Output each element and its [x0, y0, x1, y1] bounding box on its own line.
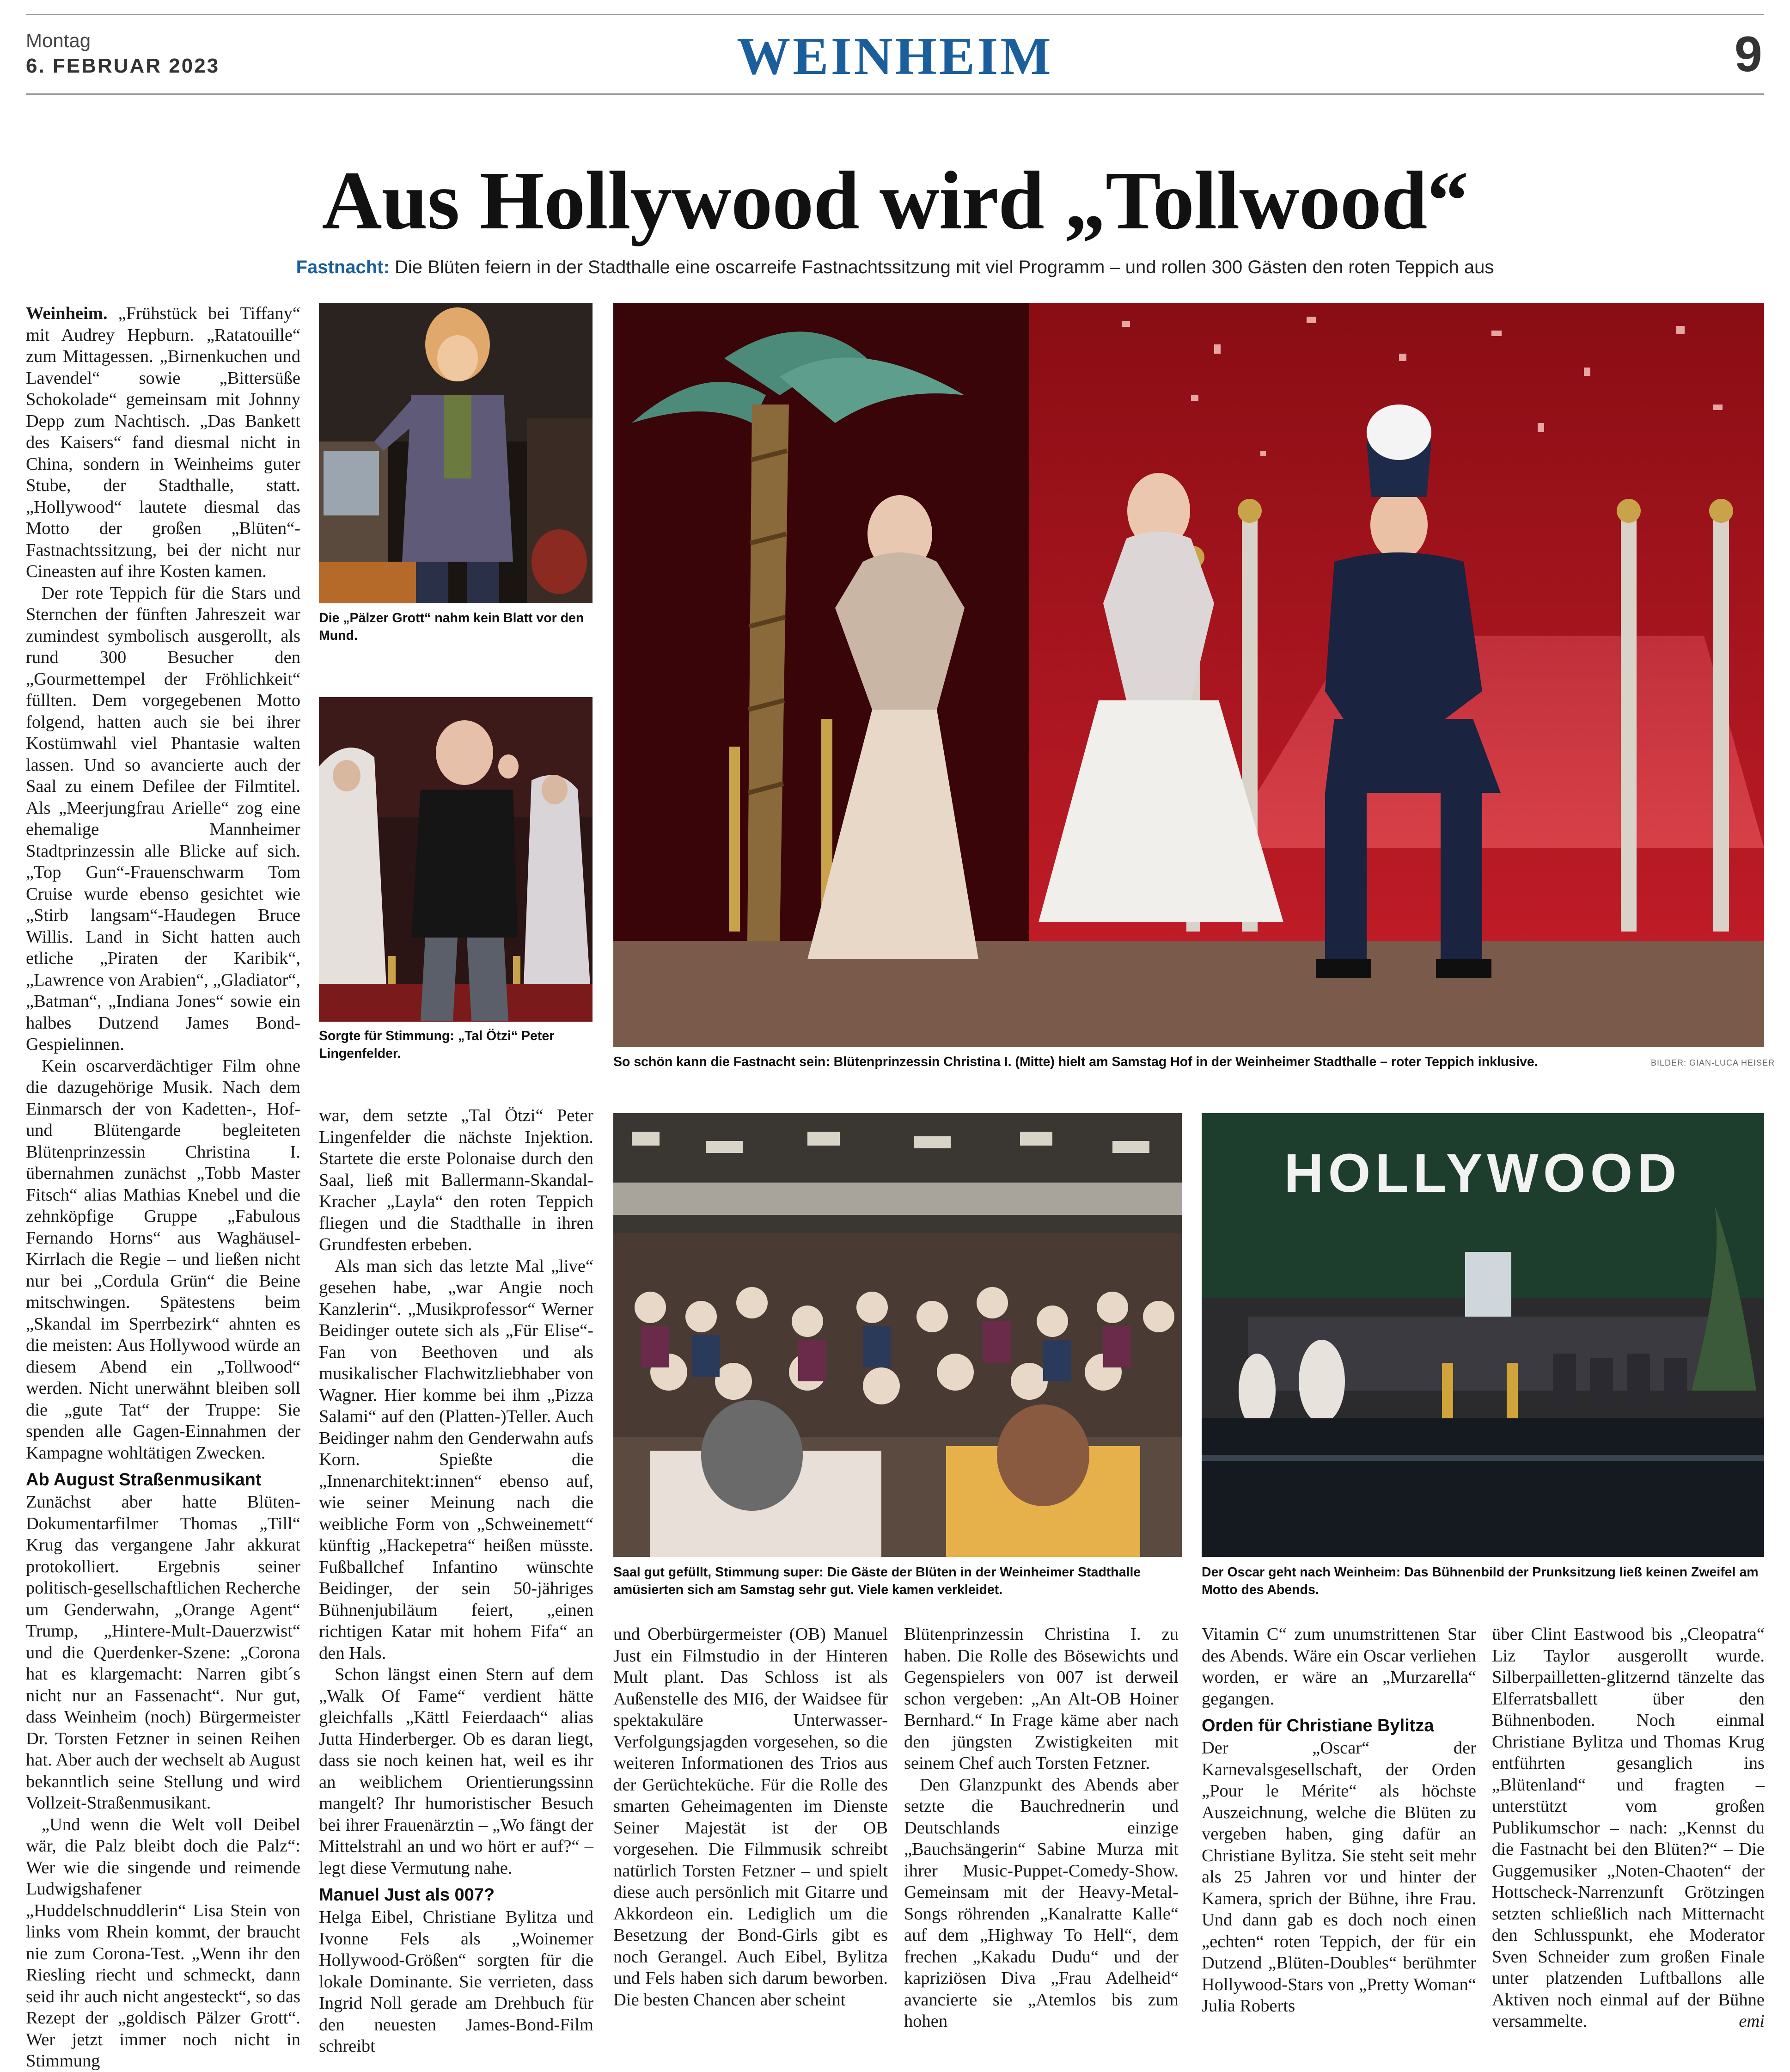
caption-main-royals: So schön kann die Fastnacht sein: Blütenprinzessin Christina I. (Mitte) hielt am Samstag Hof in der Weinheimer Stadthalle – roter Teppich inklusive. — [613, 1054, 1538, 1069]
headline: Aus Hollywood wird „Tollwood“ — [322, 154, 1468, 246]
article-paragraph: Zunächst aber hatte Blüten-Dokumentarfilmer Thomas „Till“ Krug das vergangene Jahr akkurat protokolliert. Ergebnis seiner politisch-gesellschaftlichen Recherche um Genderwahn, „Orange Agent“ Trump, „Hintere-Mult-Dauerzwist“ und die Querdenker-Szene: „Corona hat es klargemacht: Narren gibt´s nicht nur an Fassenacht“. Nur gut, dass Weinheim (noch) Bürgermeister Dr. Torsten Fetzner in seinen Reihen hat. Aber auch der wechselt ab August bekanntlich seine Stellung und wird Vollzeit-Straßenmusikant. — [26, 1492, 300, 1813]
top-rule — [26, 14, 1764, 15]
photo-paelzer-grott — [319, 303, 593, 603]
header-rule — [26, 93, 1764, 95]
page-number: 9 — [1734, 26, 1762, 82]
article-column-6 — [1492, 1624, 1765, 2032]
article-paragraph: Kein oscarverdächtiger Film ohne die dazugehörige Musik. Nach dem Einmarsch der von Kadetten-, Hof- und Blütengarde begleiteten Blütenprinzessin Christina I. übernahmen zunächst „Tobb Master Fitsch“ alias Mathias Knebel und die zehnköpfige Gruppe „Fabulous Fernando Horns“ aus Waghäusel-Kirrlach die Regie – und ließen nicht nur bei „Cordula Grün“ die Beine mitschwingen. Spätestens beim „Skandal im Sperrbezirk“ ahnten es die meisten: Aus Hollywood würde an diesem Abend ein „Tollwood“ werden. Nicht unerwähnt bleiben soll die „gute Tat“ der Truppe: Sie spenden alle Gagen-Einnahmen der Kampagne wohltätigen Zwecken. — [26, 1056, 300, 1463]
photo-audience-hall — [613, 1113, 1182, 1557]
dateline: Weinheim. — [26, 304, 108, 323]
article-paragraph: Helga Eibel, Christiane Bylitza und Ivonne Fels als „Woinemer Hollywood-Größen“ sorgten für die lokale Dominante. Sie verrieten, dass Ingrid Noll gerade am Drehbuch für den neuesten James-Bond-Film schreibt — [319, 1907, 593, 2056]
photo-main-royals — [613, 303, 1764, 1047]
article-paragraph: „Frühstück bei Tiffany“ mit Audrey Hepburn. „Ratatouille“ zum Mittagessen. „Birnenkuchen und Lavendel“ sowie „Bittersüße Schokolade“ gemeinsam mit Johnny Depp zum Nachtisch. „Das Bankett des Kaisers“ fand diesmal nicht in China, sondern in Weinheims guter Stube, der Stadthalle, statt. „Hollywood“ lautete diesmal das Motto der großen „Blüten“-Fastnachtssitzung, bei der nicht nur Cineasten auf ihre Kosten kamen. — [26, 304, 300, 581]
article-paragraph: Vitamin C“ zum unumstrittenen Star des Abends. Wäre ein Oscar verliehen worden, er wäre an „Murzarella“ gegangen. — [1202, 1624, 1476, 1709]
article-paragraph: Schon längst einen Stern auf dem „Walk Of Fame“ verdient hätte gleichfalls „Kättl Feierdaach“ alias Jutta Hinderberger. Ob es daran liegt, dass sie noch keinen hat, weil es ihr an weiblichem Orientierungssinn mangelt? Ihr humoristischer Besuch bei ihrer Frauenärztin – „Wo fängt der Mittelstrahl an und wo hört er auf?“ – legt diese Vermutung nahe. — [319, 1665, 593, 1878]
article-column-3 — [613, 1624, 888, 2011]
article-paragraph: Blütenprinzessin Christina I. zu haben. Die Rolle des Bösewichts und Gegenspielers von 007 ist derweil schon vergeben: „An Alt-OB Hoiner Bernhard.“ In Frage käme aber nach den jüngsten Zwistigkeiten mit seinem Chef auch Torsten Fetzner. — [904, 1624, 1179, 1773]
issue-date: 6. FEBRUAR 2023 — [26, 55, 220, 77]
article-paragraph: Der rote Teppich für die Stars und Sternchen der fünften Jahreszeit war zumindest symbolisch ausgerollt, als rund 300 Besucher den „Gourmettempel der Fröhlichkeit“ füllten. Dem vorgegebenen Motto folgend, hatten auch sie bei ihrer Kostümwahl viel Phantasie walten lassen. Und so avancierte auch der Saal zu einem Defilee der Filmtitel. Als „Meerjungfrau Arielle“ zog eine ehemalige Mannheimer Stadtprinzessin alle Blicke auf sich. „Top Gun“-Frauenschwarm Tom Cruise wurde ebenso gesichtet wie „Stirb langsam“-Haudegen Bruce Willis. Land in Sicht hatten auch etliche „Piraten der Karibik“, „Lawrence von Arabien“, „Gladiator“, „Batman“, „Indiana Jones“ sowie ein halbes Dutzend James Bond-Gespielinnen. — [26, 583, 300, 1054]
article-paragraph: war, dem setzte „Tal Ötzi“ Peter Lingenfelder die nächste Injektion. Startete die erste Polonaise durch den Saal, ließ mit Ballermann-Skandal-Kracher „Layla“ den roten Teppich fliegen und die Stadthalle in ihren Grundfesten erbeben. — [319, 1106, 593, 1254]
subheadline-text: Die Blüten feiern in der Stadthalle eine oscarreife Fastnachtssitzung mit viel Programm – und rollen 300 Gästen den roten Teppich aus — [395, 257, 1494, 277]
article-subheading: Manuel Just als 007? — [319, 1885, 495, 1905]
issue-day: Montag — [26, 30, 91, 51]
photo-tal-oetzi — [319, 697, 593, 1022]
subheadline-kicker: Fastnacht: — [296, 257, 390, 277]
article-paragraph: Als man sich das letzte Mal „live“ gesehen habe, „war Angie noch Kanzlerin“. „Musikprofessor“ Werner Beidinger outete sich als „Für Elise“-Fan von Beethoven und als musikalischer Flachwitzliebhaber von Wagner. Hier komme bei ihm „Pizza Salami“ auf den (Platten-)Teller. Auch Beidinger nahm den Genderwahn aufs Korn. Spießte die „Innenarchitekt:innen“ ebenso auf, wie seiner Meinung nach die weibliche Form von „Schweinemett“ künftig „Hackepetra“ heißen müsste. Fußballchef Infantino wünschte Beidinger, der sein 50-jähriges Bühnenjubiläum feiert, „einen richtigen Katar mit hohem Fifa“ an den Hals. — [319, 1256, 593, 1663]
author-signature: emi — [1739, 2011, 1765, 2031]
article-paragraph: Der „Oscar“ der Karnevalsgesellschaft, der Orden „Pour le Mérite“ als höchste Auszeichnung, welche die Blüten zu vergeben haben, ging dafür an Christiane Bylitza. Sie steht seit mehr als 25 Jahren vor und hinter der Kamera, sprich der Bühne, ihre Frau. Und dann gab es doch noch einen „echten“ roten Teppich, der für ein Dutzend „Blüten-Doubles“ berühmter Hollywood-Stars von „Pretty Woman“ Julia Roberts — [1202, 1738, 1476, 2016]
section-title: WEINHEIM — [737, 27, 1053, 86]
article-paragraph: über Clint Eastwood bis „Cleopatra“ Liz Taylor ausgerollt wurde. Silberpailletten-glitzernd tänzelte das Elferratsballett über den Bühnenboden. Noch einmal Christiane Bylitza und Thomas Krug entführten gesanglich ins „Blütenland“ und fragten – unterstützt vom großen Publikumschor – nach: „Kennst du die Fastnacht bei den Blüten?“ – Die Guggemusiker „Noten-Chaoten“ der Hottscheck-Narrenzunft Grötzingen setzten schließlich nach Mitternacht den Schlusspunkt, ehe Moderator Sven Schneider zum großen Finale unter platzenden Luftballons alle Aktiven noch einmal auf der Bühne versammelte. — [1492, 1624, 1765, 2031]
hollywood-sign: HOLLYWOOD — [1284, 1143, 1681, 1204]
article-paragraph: und Oberbürgermeister (OB) Manuel Just ein Filmstudio in der Hinteren Mult plant. Das Schloss ist als Außenstelle des MI6, der Waidsee für spektakuläre Unterwasser-Verfolgungsjagden vorgesehen, so die weiteren Informationen des Trios aus der Gerüchteküche. Für die Rolle des smarten Geheimagenten im Dienste Seiner Majestät ist der OB vorgesehen. Die Filmmusik schreibt natürlich Torsten Fetzner – und spielt diese auch persönlich mit Gitarre und Akkordeon ein. Lediglich um die Besetzung der Bond-Girls gibt es noch Gerangel. Auch Eibel, Bylitza und Fels haben sich darum beworben. Die besten Chancen aber scheint — [613, 1624, 888, 2010]
article-subheading: Orden für Christiane Bylitza — [1202, 1716, 1434, 1735]
subheadline — [0, 257, 1790, 278]
caption-hollywood-stage: Der Oscar geht nach Weinheim: Das Bühnenbild der Prunksitzung ließ keinen Zweifel am Motto des Abends. — [1202, 1565, 1759, 1597]
caption-paelzer-grott: Die „Pälzer Grott“ nahm kein Blatt vor den Mund. — [319, 611, 584, 643]
photo-hollywood-stage — [1202, 1113, 1764, 1557]
article-paragraph: Den Glanzpunkt des Abends aber setzte die Bauchrednerin und Deutschlands einzige „Bauchsängerin“ Sabine Murza mit ihrer Music-Puppet-Comedy-Show. Gemeinsam mit der Heavy-Metal-Songs röhrenden „Kanalratte Kalle“ auf dem „Highway To Hell“, dem frechen „Kakadu Dudu“ und der kapriziösen Diva „Frau Adelheid“ avancierte sie „Atemlos bis zum hohen — [904, 1775, 1179, 2031]
caption-audience-hall: Saal gut gefüllt, Stimmung super: Die Gäste der Blüten in der Weinheimer Stadthalle amüsierten sich am Samstag sehr gut. Viele kamen verkleidet. — [613, 1565, 1141, 1597]
article-subheading: Ab August Straßenmusikant — [26, 1470, 262, 1490]
article-paragraph: „Und wenn die Welt voll Deibel wär, die Palz bleibt doch die Palz“: Wer wie die singende und reimende Ludwigshafener „Huddelschnuddlerin“ Lisa Stein von links vom Rhein kommt, der braucht nie zum Corona-Test. „Wenn ihr den Riesling riecht und schmeckt, dann seid ihr auch nicht angesteckt“, so das Rezept der „goldisch Pälzer Grott“. Wer jetzt immer noch nicht in Stimmung — [26, 1815, 300, 2071]
article-column-4 — [904, 1624, 1179, 2032]
article-column-5 — [1202, 1624, 1476, 2017]
article-column-1 — [26, 303, 300, 2072]
photo-credit: BILDER: GIAN-LUCA HEISER — [1651, 1058, 1775, 1067]
caption-tal-oetzi: Sorgte für Stimmung: „Tal Ötzi“ Peter Lingenfelder. — [319, 1029, 555, 1061]
article-column-2 — [319, 1105, 593, 2057]
